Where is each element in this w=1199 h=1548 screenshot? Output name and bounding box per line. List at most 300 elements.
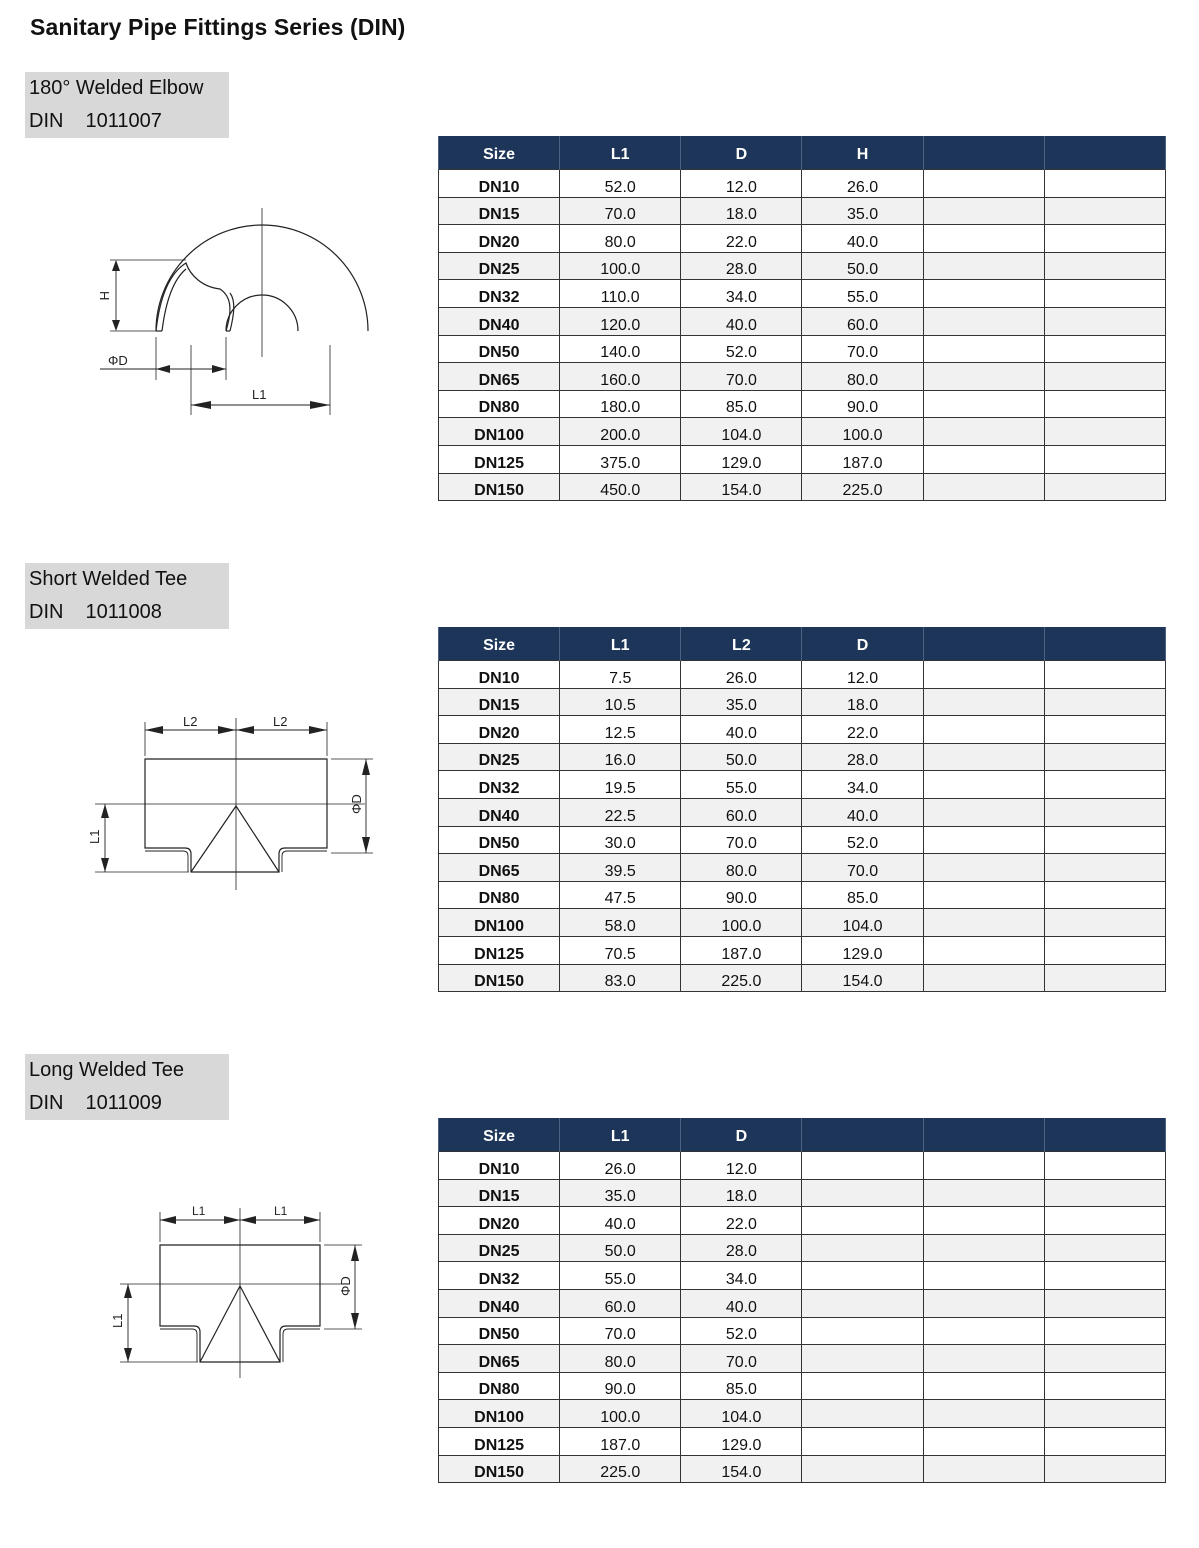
section-label-long-tee [25, 1054, 229, 1120]
cell [1044, 1207, 1165, 1235]
table-row [439, 881, 1166, 909]
table-row [439, 1345, 1166, 1373]
table-row [439, 1372, 1166, 1400]
cell [802, 1372, 923, 1400]
cell [923, 1345, 1044, 1373]
cell-size: DN25 [439, 1234, 560, 1262]
cell-size: DN25 [439, 743, 560, 771]
cell-size: DN15 [439, 1179, 560, 1207]
cell: 26.0 [681, 661, 802, 689]
cell-size: DN32 [439, 280, 560, 308]
dim-label-l2: L2 [273, 714, 288, 729]
cell-size: DN80 [439, 390, 560, 418]
cell [1044, 335, 1165, 363]
din-line [29, 105, 229, 138]
cell: 12.0 [681, 170, 802, 198]
cell: 52.0 [560, 170, 681, 198]
header-col: L1 [560, 136, 681, 170]
header-col: D [802, 627, 923, 661]
cell [1044, 1234, 1165, 1262]
table-row [439, 688, 1166, 716]
header-col: L1 [560, 1118, 681, 1152]
dim-label-d: ΦD [349, 794, 364, 814]
cell: 40.0 [802, 798, 923, 826]
cell [802, 1152, 923, 1180]
cell-size: DN150 [439, 1455, 560, 1483]
cell [1044, 1262, 1165, 1290]
cell: 120.0 [560, 307, 681, 335]
cell [802, 1455, 923, 1483]
cell [923, 1207, 1044, 1235]
cell: 160.0 [560, 363, 681, 391]
cell [923, 798, 1044, 826]
cell: 70.0 [560, 197, 681, 225]
cell [1044, 1455, 1165, 1483]
cell: 80.0 [681, 854, 802, 882]
cell: 154.0 [802, 964, 923, 992]
cell: 58.0 [560, 909, 681, 937]
cell [1044, 1289, 1165, 1317]
cell [923, 854, 1044, 882]
cell [923, 909, 1044, 937]
cell [802, 1289, 923, 1317]
header-col: D [681, 136, 802, 170]
cell-size: DN20 [439, 1207, 560, 1235]
cell: 34.0 [681, 1262, 802, 1290]
cell [1044, 1427, 1165, 1455]
cell [1044, 854, 1165, 882]
cell-size: DN80 [439, 1372, 560, 1400]
dim-label-l1: L1 [252, 387, 267, 402]
table-row [439, 252, 1166, 280]
cell: 40.0 [681, 307, 802, 335]
header-size: Size [439, 136, 560, 170]
cell-size: DN40 [439, 307, 560, 335]
cell [1044, 473, 1165, 501]
cell [1044, 1345, 1165, 1373]
cell-size: DN125 [439, 936, 560, 964]
cell: 100.0 [681, 909, 802, 937]
cell [1044, 936, 1165, 964]
cell [1044, 363, 1165, 391]
cell [923, 335, 1044, 363]
cell: 40.0 [560, 1207, 681, 1235]
table-row [439, 197, 1166, 225]
cell [923, 1400, 1044, 1428]
cell: 70.5 [560, 936, 681, 964]
cell: 26.0 [560, 1152, 681, 1180]
table-header-row [439, 136, 1166, 170]
cell: 100.0 [560, 252, 681, 280]
table-row [439, 1262, 1166, 1290]
cell [923, 936, 1044, 964]
dim-label-l2: L2 [183, 714, 198, 729]
cell: 100.0 [802, 418, 923, 446]
cell: 104.0 [681, 1400, 802, 1428]
cell-size: DN20 [439, 225, 560, 253]
table-row [439, 964, 1166, 992]
cell: 18.0 [681, 1179, 802, 1207]
cell: 55.0 [560, 1262, 681, 1290]
cell: 60.0 [560, 1289, 681, 1317]
header-col [923, 627, 1044, 661]
cell: 34.0 [681, 280, 802, 308]
table-row [439, 390, 1166, 418]
cell: 22.0 [802, 716, 923, 744]
cell: 154.0 [681, 1455, 802, 1483]
cell [1044, 688, 1165, 716]
table-row [439, 225, 1166, 253]
section-label-elbow [25, 72, 229, 138]
cell: 90.0 [681, 881, 802, 909]
cell [1044, 418, 1165, 446]
table-row [439, 170, 1166, 198]
cell: 40.0 [802, 225, 923, 253]
header-col: L2 [681, 627, 802, 661]
cell [923, 661, 1044, 689]
cell: 104.0 [681, 418, 802, 446]
cell: 180.0 [560, 390, 681, 418]
cell [802, 1207, 923, 1235]
cell: 50.0 [802, 252, 923, 280]
header-col [923, 136, 1044, 170]
cell [1044, 661, 1165, 689]
cell-size: DN40 [439, 798, 560, 826]
page-title: Sanitary Pipe Fittings Series (DIN) [30, 14, 406, 40]
cell [1044, 771, 1165, 799]
table-row [439, 1289, 1166, 1317]
cell: 129.0 [802, 936, 923, 964]
table-row [439, 1400, 1166, 1428]
cell [923, 1262, 1044, 1290]
cell [923, 225, 1044, 253]
cell: 85.0 [802, 881, 923, 909]
cell: 90.0 [560, 1372, 681, 1400]
cell-size: DN32 [439, 1262, 560, 1290]
cell-size: DN50 [439, 826, 560, 854]
elbow-drawing [90, 205, 390, 415]
cell: 200.0 [560, 418, 681, 446]
header-col: H [802, 136, 923, 170]
table-row [439, 363, 1166, 391]
cell: 55.0 [802, 280, 923, 308]
cell-size: DN40 [439, 1289, 560, 1317]
cell [923, 363, 1044, 391]
cell [1044, 307, 1165, 335]
cell [923, 1455, 1044, 1483]
table-row [439, 307, 1166, 335]
cell: 140.0 [560, 335, 681, 363]
cell [923, 1372, 1044, 1400]
cell [923, 473, 1044, 501]
cell: 34.0 [802, 771, 923, 799]
cell-size: DN80 [439, 881, 560, 909]
table-row [439, 909, 1166, 937]
cell: 19.5 [560, 771, 681, 799]
din-standard: DIN [29, 601, 64, 623]
header-size: Size [439, 1118, 560, 1152]
table-row [439, 661, 1166, 689]
cell [1044, 881, 1165, 909]
table-row [439, 1455, 1166, 1483]
cell-size: DN50 [439, 1317, 560, 1345]
dim-label-l1: L1 [87, 829, 102, 844]
cell: 70.0 [681, 1345, 802, 1373]
table-row [439, 335, 1166, 363]
table-row [439, 854, 1166, 882]
cell [923, 881, 1044, 909]
table-row [439, 1234, 1166, 1262]
cell [1044, 225, 1165, 253]
table-row [439, 280, 1166, 308]
cell [923, 964, 1044, 992]
section-name: Long Welded Tee [29, 1059, 184, 1081]
cell [923, 1152, 1044, 1180]
cell [1044, 252, 1165, 280]
din-line [29, 1087, 229, 1120]
cell: 16.0 [560, 743, 681, 771]
header-col [1044, 136, 1165, 170]
cell [1044, 716, 1165, 744]
cell [802, 1400, 923, 1428]
cell [1044, 445, 1165, 473]
cell [923, 716, 1044, 744]
cell: 55.0 [681, 771, 802, 799]
cell [923, 1234, 1044, 1262]
table-row [439, 936, 1166, 964]
cell: 12.5 [560, 716, 681, 744]
cell [1044, 1400, 1165, 1428]
cell-size: DN10 [439, 170, 560, 198]
cell: 104.0 [802, 909, 923, 937]
cell: 12.0 [802, 661, 923, 689]
cell-size: DN100 [439, 418, 560, 446]
cell [923, 1179, 1044, 1207]
table-row [439, 473, 1166, 501]
table-row [439, 1317, 1166, 1345]
table-row [439, 743, 1166, 771]
cell-size: DN125 [439, 445, 560, 473]
cell: 10.5 [560, 688, 681, 716]
cell [923, 390, 1044, 418]
elbow-table [438, 136, 1166, 501]
cell [923, 688, 1044, 716]
cell [802, 1234, 923, 1262]
cell-size: DN10 [439, 1152, 560, 1180]
table-row [439, 798, 1166, 826]
cell [923, 1317, 1044, 1345]
din-code: 1011009 [85, 1092, 162, 1114]
cell: 28.0 [802, 743, 923, 771]
cell: 154.0 [681, 473, 802, 501]
cell [1044, 1372, 1165, 1400]
cell-size: DN65 [439, 1345, 560, 1373]
cell: 70.0 [681, 363, 802, 391]
cell [923, 445, 1044, 473]
section-name: Short Welded Tee [29, 568, 188, 590]
cell: 80.0 [802, 363, 923, 391]
cell [1044, 743, 1165, 771]
cell: 28.0 [681, 1234, 802, 1262]
cell-size: DN10 [439, 661, 560, 689]
cell: 50.0 [681, 743, 802, 771]
table-row [439, 1179, 1166, 1207]
cell: 40.0 [681, 1289, 802, 1317]
cell [802, 1427, 923, 1455]
dim-label-d: ΦD [338, 1276, 353, 1296]
header-col [1044, 627, 1165, 661]
cell [923, 826, 1044, 854]
header-col [923, 1118, 1044, 1152]
section-label-short-tee [25, 563, 229, 629]
cell: 12.0 [681, 1152, 802, 1180]
cell [1044, 798, 1165, 826]
table-row [439, 1427, 1166, 1455]
cell: 60.0 [681, 798, 802, 826]
din-standard: DIN [29, 1092, 64, 1114]
cell: 52.0 [681, 335, 802, 363]
cell: 18.0 [802, 688, 923, 716]
cell: 225.0 [560, 1455, 681, 1483]
cell-size: DN15 [439, 688, 560, 716]
header-col: D [681, 1118, 802, 1152]
cell: 39.5 [560, 854, 681, 882]
cell-size: DN25 [439, 252, 560, 280]
cell: 18.0 [681, 197, 802, 225]
cell: 83.0 [560, 964, 681, 992]
cell-size: DN150 [439, 473, 560, 501]
table-row [439, 716, 1166, 744]
cell [1044, 964, 1165, 992]
cell: 52.0 [802, 826, 923, 854]
header-col: L1 [560, 627, 681, 661]
din-code: 1011008 [85, 601, 162, 623]
cell: 22.0 [681, 225, 802, 253]
dim-label-d: ΦD [108, 353, 128, 368]
cell [923, 1427, 1044, 1455]
cell [802, 1262, 923, 1290]
cell: 225.0 [681, 964, 802, 992]
cell [1044, 390, 1165, 418]
header-size: Size [439, 627, 560, 661]
cell: 85.0 [681, 1372, 802, 1400]
cell: 80.0 [560, 225, 681, 253]
cell [923, 252, 1044, 280]
cell-size: DN65 [439, 363, 560, 391]
cell [923, 743, 1044, 771]
cell [1044, 1152, 1165, 1180]
cell: 187.0 [560, 1427, 681, 1455]
cell-size: DN65 [439, 854, 560, 882]
cell-size: DN15 [439, 197, 560, 225]
cell-size: DN32 [439, 771, 560, 799]
cell: 22.0 [681, 1207, 802, 1235]
cell: 40.0 [681, 716, 802, 744]
header-col [802, 1118, 923, 1152]
table-row [439, 418, 1166, 446]
section-name: 180° Welded Elbow [29, 77, 204, 99]
cell [923, 307, 1044, 335]
cell: 22.5 [560, 798, 681, 826]
cell: 26.0 [802, 170, 923, 198]
cell-size: DN125 [439, 1427, 560, 1455]
cell-size: DN50 [439, 335, 560, 363]
table-row [439, 826, 1166, 854]
cell [1044, 170, 1165, 198]
table-header-row [439, 627, 1166, 661]
cell: 375.0 [560, 445, 681, 473]
cell [802, 1345, 923, 1373]
table-row [439, 445, 1166, 473]
table-header-row [439, 1118, 1166, 1152]
cell [923, 418, 1044, 446]
cell-size: DN100 [439, 909, 560, 937]
cell [1044, 280, 1165, 308]
cell: 70.0 [681, 826, 802, 854]
cell: 85.0 [681, 390, 802, 418]
short-tee-drawing [85, 708, 385, 898]
cell: 90.0 [802, 390, 923, 418]
dim-label-l1: L1 [110, 1313, 125, 1328]
cell: 129.0 [681, 1427, 802, 1455]
short-tee-table [438, 627, 1166, 992]
cell: 187.0 [802, 445, 923, 473]
table-row [439, 771, 1166, 799]
cell [923, 197, 1044, 225]
dim-label-l1: L1 [274, 1204, 288, 1218]
cell: 35.0 [681, 688, 802, 716]
cell: 60.0 [802, 307, 923, 335]
cell: 80.0 [560, 1345, 681, 1373]
cell [923, 170, 1044, 198]
cell: 30.0 [560, 826, 681, 854]
cell [1044, 909, 1165, 937]
cell [1044, 1179, 1165, 1207]
cell [923, 771, 1044, 799]
cell-size: DN150 [439, 964, 560, 992]
long-tee-table [438, 1118, 1166, 1483]
cell: 35.0 [560, 1179, 681, 1207]
cell: 35.0 [802, 197, 923, 225]
cell-size: DN20 [439, 716, 560, 744]
cell [923, 280, 1044, 308]
cell [1044, 197, 1165, 225]
cell: 50.0 [560, 1234, 681, 1262]
cell: 129.0 [681, 445, 802, 473]
table-row [439, 1152, 1166, 1180]
cell-size: DN100 [439, 1400, 560, 1428]
cell: 450.0 [560, 473, 681, 501]
cell: 70.0 [802, 854, 923, 882]
din-code: 1011007 [85, 110, 162, 132]
cell: 47.5 [560, 881, 681, 909]
header-col [1044, 1118, 1165, 1152]
cell: 225.0 [802, 473, 923, 501]
cell: 187.0 [681, 936, 802, 964]
cell: 70.0 [560, 1317, 681, 1345]
cell: 100.0 [560, 1400, 681, 1428]
table-row [439, 1207, 1166, 1235]
cell: 52.0 [681, 1317, 802, 1345]
cell: 28.0 [681, 252, 802, 280]
dim-label-h: H [97, 291, 112, 301]
cell [802, 1317, 923, 1345]
cell: 7.5 [560, 661, 681, 689]
cell [923, 1289, 1044, 1317]
cell: 110.0 [560, 280, 681, 308]
cell [802, 1179, 923, 1207]
din-line [29, 596, 229, 629]
